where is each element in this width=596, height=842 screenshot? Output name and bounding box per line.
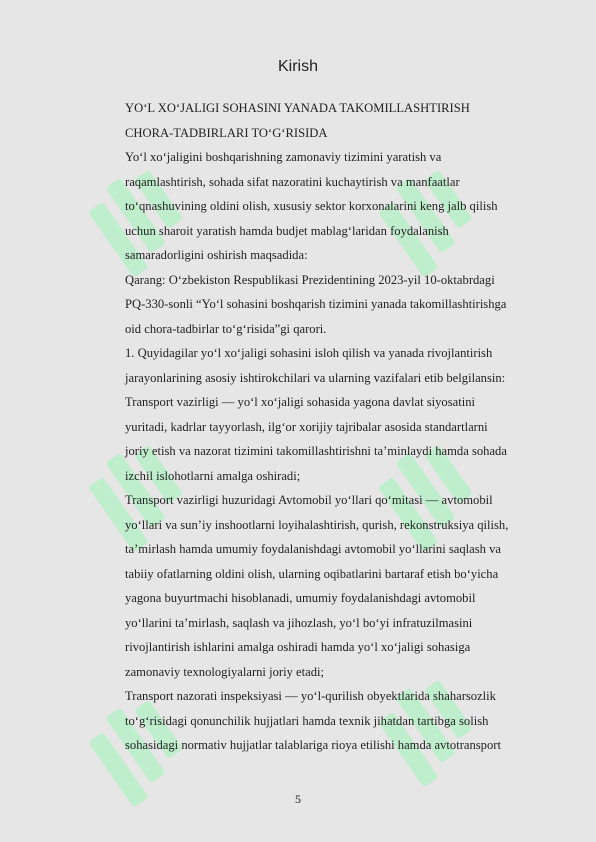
body-line: Transport vazirligi huzuridagi Avtomobil yo‘llari qo‘mitasi — avtomobil: [125, 493, 493, 507]
body-line: to‘g‘risidagi qonunchilik hujjatlari hamda texnik jihatdan tartibga solish: [125, 713, 489, 728]
document-body: [125, 96, 555, 758]
body-line: sohasidagi normativ hujjatlar talablariga rioya etilishi hamda avtotransport: [125, 738, 501, 752]
body-line: to‘qnashuvining oldini olish, xususiy sektor korxonalarini keng jalb qilish: [125, 199, 498, 213]
body-line: Transport nazorati inspeksiyasi — yo‘l-qurilish obyektlarida shaharsozlik: [125, 689, 496, 703]
body-line: CHORA-TADBIRLARI TO‘G‘RISIDA: [125, 125, 328, 140]
body-line: tabiiy ofatlarning oldini olish, ularning oqibatlarini bartaraf etish bo‘yicha: [125, 566, 499, 581]
body-line: yuritadi, kadrlar tayyorlash, ilg‘or xorijiy tajribalar asosida standartlarni: [125, 419, 488, 434]
body-line: uchun sharoit yaratish hamda budjet mablag‘laridan foydalanish: [125, 223, 449, 238]
body-line: Qarang: O‘zbekiston Respublikasi Prezidentining 2023-yil 10-oktabrdagi: [125, 272, 495, 287]
body-line: oid chora-tadbirlar to‘g‘risida”gi qarori.: [125, 321, 327, 336]
body-line: raqamlashtirish, sohada sifat nazoratini kuchaytirish va manfaatlar: [125, 174, 460, 189]
body-line: Transport vazirligi — yo‘l xo‘jaligi sohasida yagona davlat siyosatini: [125, 395, 476, 409]
body-line: YO‘L XO‘JALIGI SOHASINI YANADA TAKOMILLASHTIRISH: [125, 101, 470, 115]
body-line: rivojlantirish ishlarini amalga oshiradi hamda yo‘l xo‘jaligi sohasiga: [125, 640, 471, 654]
body-line: ta’mirlash hamda umumiy foydalanishdagi avtomobil yo‘llarini saqlash va: [125, 542, 501, 556]
body-line: PQ-330-sonli “Yo‘l sohasini boshqarish tizimini yanada takomillashtirishga: [125, 297, 507, 311]
body-line: jarayonlarining asosiy ishtirokchilari va ularning vazifalari etib belgilansin:: [125, 370, 506, 385]
body-line: izchil islohotlarni amalga oshiradi;: [125, 468, 301, 483]
body-line: joriy etish va nazorat tizimini takomillashtirishni ta’minlaydi hamda sohada: [125, 444, 507, 458]
body-line: Yo‘l xo‘jaligini boshqarishning zamonaviy tizimini yaratish va: [125, 150, 442, 164]
page-number: 5: [295, 792, 301, 806]
page-title: Kirish: [277, 58, 318, 75]
body-line: zamonaviy texnologiyalarni joriy etadi;: [125, 664, 324, 679]
body-line: 1. Quyidagilar yo‘l xo‘jaligi sohasini isloh qilish va yanada rivojlantirish: [125, 346, 493, 360]
body-line: yo‘llari va sun’iy inshootlarni loyihalashtirish, qurish, rekonstruksiya qilish,: [125, 517, 509, 532]
body-line: samaradorligini oshirish maqsadida:: [125, 248, 308, 262]
body-line: yagona buyurtmachi hisoblanadi, umumiy foydalanishdagi avtomobil: [125, 591, 476, 605]
body-line: yo‘llarini ta’mirlash, saqlash va jihozlash, yo‘l bo‘yi infratuzilmasini: [125, 615, 473, 630]
